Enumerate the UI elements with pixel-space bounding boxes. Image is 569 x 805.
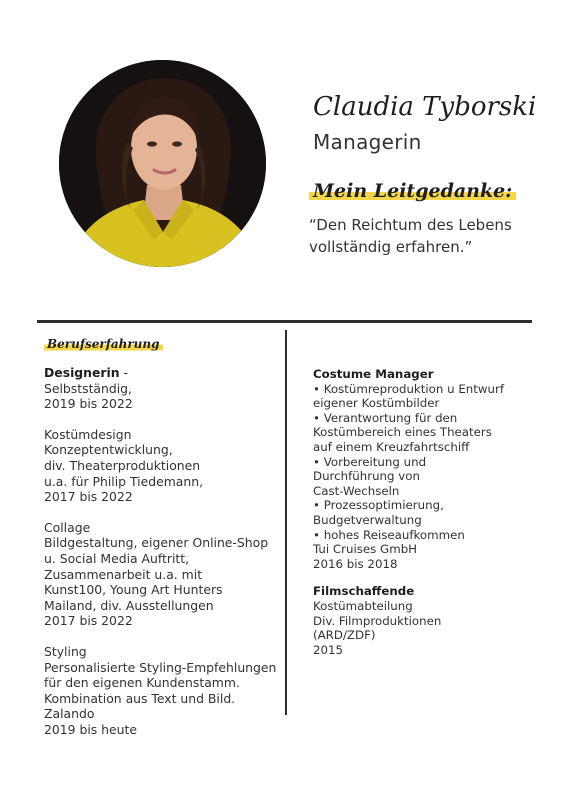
entry-line: Kostümbereich eines Theaters: [313, 425, 492, 440]
entry-title: Filmschaffende: [313, 584, 415, 599]
entry-line: Mailand, div. Ausstellungen: [44, 597, 214, 613]
experience-entry-costume-design: [44, 427, 282, 505]
entry-line: Zusammenarbeit u.a. mit: [44, 566, 203, 582]
entry-line: • Verantwortung für den: [313, 410, 458, 425]
experience-entry-filmschaffende: [313, 584, 543, 657]
person-name: Claudia Tyborski: [313, 92, 537, 122]
entry-line: div. Theaterproduktionen: [44, 457, 201, 473]
experience-entry-costume-manager: [313, 367, 543, 571]
entry-line: 2017 bis 2022: [44, 489, 133, 505]
entry-line: für den eigenen Kundenstamm.: [44, 675, 240, 691]
person-title: Managerin: [313, 130, 422, 154]
entry-line: Div. Filmproduktionen: [313, 613, 442, 628]
column-divider-vertical: [285, 330, 287, 715]
experience-right-column: [313, 367, 543, 670]
entry-line: Tui Cruises GmbH: [313, 542, 418, 557]
entry-title: Designerin: [44, 365, 120, 380]
entry-line: Bildgestaltung, eigener Online-Shop: [44, 535, 269, 551]
entry-line: Cast-Wechseln: [313, 483, 400, 498]
entry-line: 2015: [313, 642, 344, 657]
experience-left-column: [44, 365, 282, 752]
entry-line: (ARD/ZDF): [313, 628, 376, 643]
entry-line: 2019 bis heute: [44, 721, 137, 737]
entry-line: Konzeptentwicklung,: [44, 442, 173, 458]
entry-line: Durchführung von: [313, 469, 420, 484]
portrait-image: [59, 60, 266, 267]
entry-line: Personalisierte Styling-Empfehlungen: [44, 659, 277, 675]
entry-line: Kunst100, Young Art Hunters: [44, 582, 223, 598]
entry-line: Zalando: [44, 706, 95, 722]
motto-quote-line: “Den Reichtum des Lebens: [309, 216, 512, 234]
entry-line: u.a. für Philip Tiedemann,: [44, 473, 204, 489]
entry-line: • Prozessoptimierung,: [313, 498, 444, 513]
entry-line: Kombination aus Text und Bild.: [44, 690, 236, 706]
profile-photo: [59, 60, 266, 267]
entry-title: Costume Manager: [313, 367, 434, 381]
entry-line: Kostümdesign: [44, 426, 132, 442]
entry-line: u. Social Media Auftritt,: [44, 550, 190, 566]
entry-title-suffix: -: [119, 365, 129, 380]
experience-heading: Berufserfahrung: [44, 337, 163, 351]
experience-entry-designer: [44, 365, 282, 412]
entry-line: • hohes Reiseaufkommen: [313, 527, 465, 542]
experience-entry-styling: [44, 644, 282, 738]
entry-line: 2017 bis 2022: [44, 613, 133, 629]
entry-line: Kostümabteilung: [313, 598, 413, 613]
entry-line: 2016 bis 2018: [313, 556, 398, 571]
entry-line: • Kostümreproduktion u Entwurf: [313, 381, 505, 396]
entry-line: eigener Kostümbilder: [313, 396, 440, 411]
motto-quote: [309, 214, 549, 258]
entry-line: 2019 bis 2022: [44, 396, 133, 412]
entry-line: Styling: [44, 643, 87, 659]
entry-line: Selbstständig,: [44, 380, 132, 396]
entry-line: Collage: [44, 519, 91, 535]
motto-heading: Mein Leitgedanke:: [309, 180, 516, 202]
section-divider-horizontal: [37, 320, 532, 323]
entry-line: auf einem Kreuzfahrtschiff: [313, 439, 470, 454]
motto-quote-line: vollständig erfahren.”: [309, 238, 473, 256]
entry-line: • Vorbereitung und: [313, 454, 427, 469]
experience-entry-collage: [44, 520, 282, 629]
entry-line: Budgetverwaltung: [313, 512, 422, 527]
